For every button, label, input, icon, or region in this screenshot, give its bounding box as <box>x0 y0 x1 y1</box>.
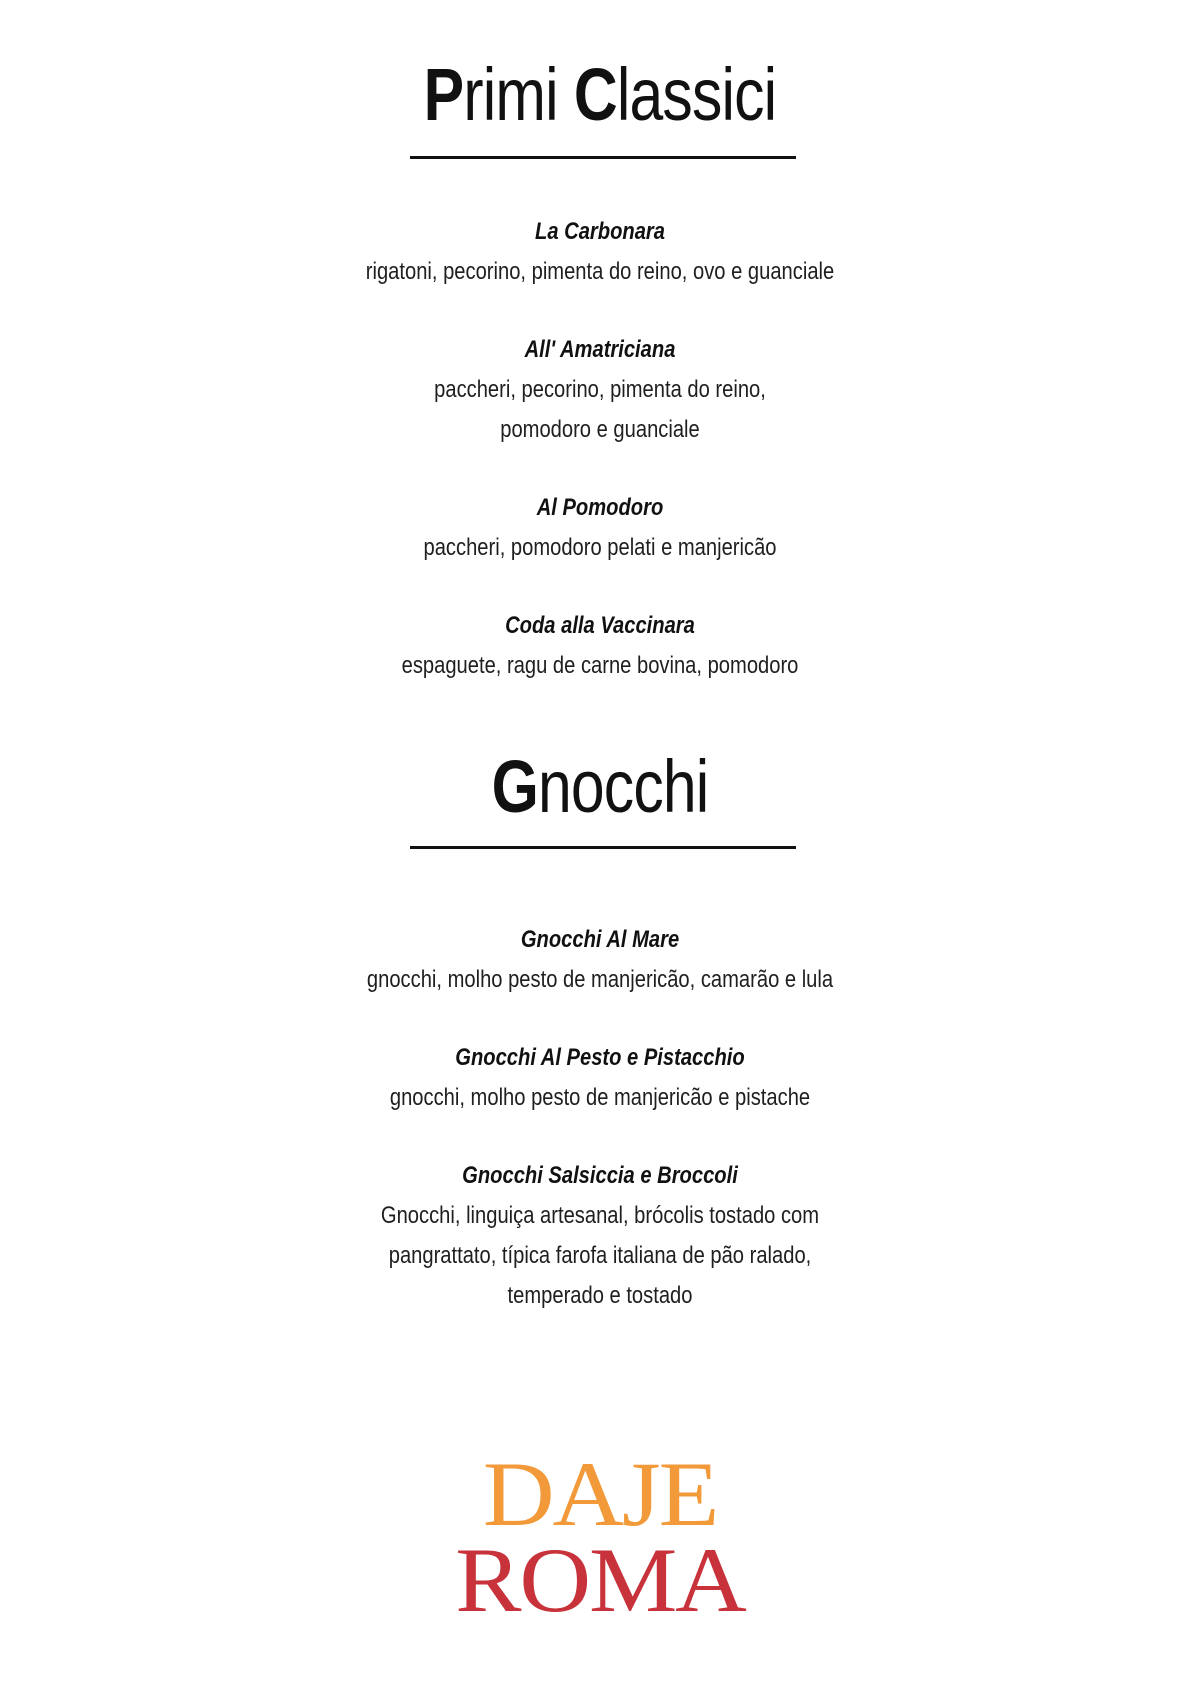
dish-description: rigatoni, pecorino, pimenta do reino, ovo e guanciale <box>365 258 835 285</box>
dish-description: paccheri, pecorino, pimenta do reino, <box>434 376 766 403</box>
dish-description: temperado e tostado <box>507 1282 693 1309</box>
dish-description: gnocchi, molho pesto de manjericão, camarão e lula <box>366 966 834 993</box>
dish-description: gnocchi, molho pesto de manjericão e pistache <box>389 1084 811 1111</box>
title-rest: nocchi <box>537 745 709 828</box>
dish-name: Gnocchi Salsiccia e Broccoli <box>462 1162 738 1189</box>
dish-name: Gnocchi Al Mare <box>520 926 680 953</box>
daje-roma-logo <box>0 1443 1200 1631</box>
title-initial: C <box>573 53 617 136</box>
dish-item <box>0 488 1200 568</box>
dish-description: paccheri, pomodoro pelati e manjericão <box>423 534 777 561</box>
dish-description: pomodoro e guanciale <box>500 416 700 443</box>
dish-name: Al Pomodoro <box>536 494 664 521</box>
dish-item <box>0 330 1200 450</box>
title-underline <box>410 156 796 159</box>
section-title-gnocchi <box>108 745 1092 828</box>
title-rest: rimi <box>463 53 574 136</box>
dish-item <box>0 1038 1200 1118</box>
dish-item <box>0 606 1200 686</box>
dish-item <box>0 212 1200 292</box>
title-rest: lassici <box>616 53 777 136</box>
dish-description: Gnocchi, linguiça artesanal, brócolis tostado com <box>380 1202 820 1229</box>
dish-name: La Carbonara <box>535 218 665 245</box>
section-title-primi-classici <box>108 53 1092 136</box>
title-underline <box>410 846 796 849</box>
dish-item <box>0 920 1200 1000</box>
dish-description: espaguete, ragu de carne bovina, pomodoro <box>401 652 799 679</box>
title-initial: P <box>423 53 464 136</box>
dish-name: Gnocchi Al Pesto e Pistacchio <box>455 1044 745 1071</box>
title-initial: G <box>491 745 538 828</box>
dish-name: All' Amatriciana <box>524 336 676 363</box>
dish-item <box>0 1156 1200 1316</box>
dish-description: pangrattato, típica farofa italiana de pão ralado, <box>388 1242 812 1269</box>
logo-line-daje: DAJE <box>482 1443 718 1545</box>
dish-name: Coda alla Vaccinara <box>505 612 695 639</box>
logo-line-roma: ROMA <box>455 1529 745 1631</box>
